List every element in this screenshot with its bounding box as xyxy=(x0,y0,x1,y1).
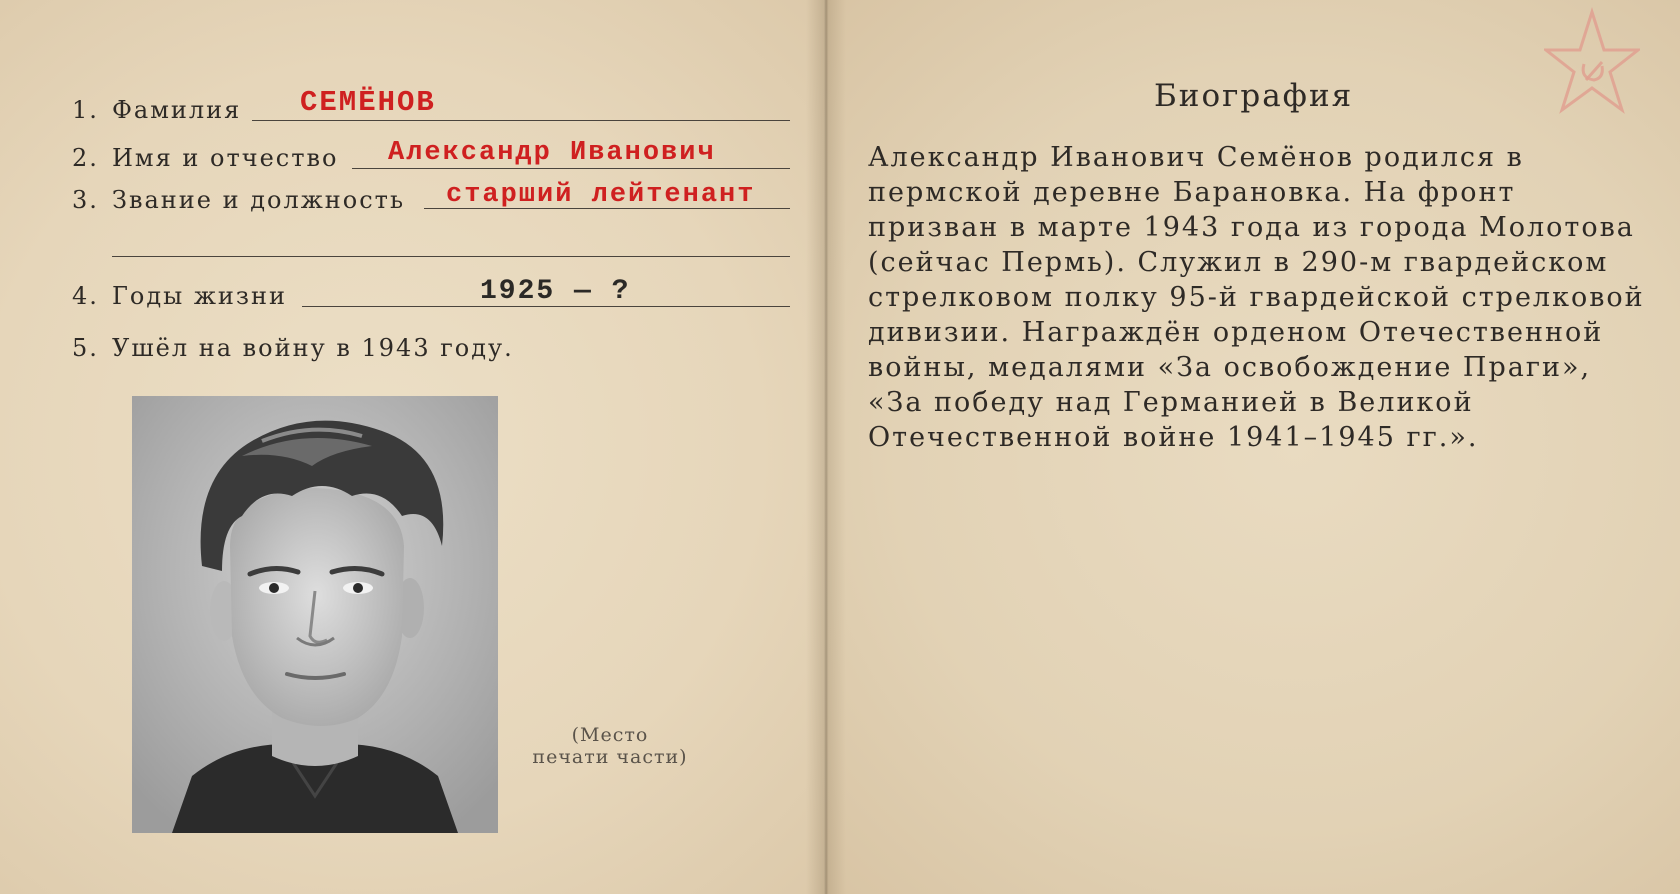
field-years-number: 4. xyxy=(72,282,99,310)
portrait-photo xyxy=(132,396,498,833)
field-war-label: Ушёл на войну в 1943 году. xyxy=(112,334,514,362)
field-rank-label: Звание и должность xyxy=(112,186,406,214)
field-rank-number: 3. xyxy=(72,186,99,214)
biography-line: Александр Иванович Семёнов родился в xyxy=(868,142,1524,173)
biography-text xyxy=(868,140,1668,455)
field-name-number: 2. xyxy=(72,144,99,172)
field-surname-line xyxy=(252,120,790,121)
biography-line: дивизии. Награждён орденом Отечественной xyxy=(868,317,1604,348)
seal-note-line-1: (Место xyxy=(571,724,649,746)
biography-line: призван в марте 1943 года из города Молотова xyxy=(868,212,1635,243)
biography-title: Биография xyxy=(1154,78,1354,114)
field-rank-extra-line xyxy=(112,256,790,257)
biography-line: войны, медалями «За освобождение Праги», xyxy=(868,352,1592,383)
field-surname-number: 1. xyxy=(72,96,99,124)
seal-place-note xyxy=(520,724,700,768)
red-star-hammer-sickle-icon xyxy=(1544,6,1640,126)
biography-line: стрелковом полку 95-й гвардейской стрелковой xyxy=(868,282,1645,313)
field-years-value: 1925 — ? xyxy=(480,276,631,307)
field-name-value: Александр Иванович xyxy=(388,138,716,168)
biography-line: «За победу над Германией в Великой xyxy=(868,387,1474,418)
biography-line: Отечественной войне 1941–1945 гг.». xyxy=(868,422,1479,453)
biography-line: (сейчас Пермь). Служил в 290-м гвардейском xyxy=(868,247,1609,278)
field-war-number: 5. xyxy=(72,334,99,362)
field-years-label: Годы жизни xyxy=(112,282,288,310)
seal-note-line-2: печати части) xyxy=(532,746,688,768)
portrait-illustration xyxy=(132,396,498,833)
field-rank-value: старший лейтенант xyxy=(446,180,756,210)
field-surname-label: Фамилия xyxy=(112,96,242,124)
field-name-label: Имя и отчество xyxy=(112,144,339,172)
field-surname-value: СЕМЁНОВ xyxy=(300,86,436,119)
book-spine xyxy=(806,0,846,894)
field-name-line xyxy=(352,168,790,169)
biography-line: пермской деревне Барановка. На фронт xyxy=(868,177,1516,208)
